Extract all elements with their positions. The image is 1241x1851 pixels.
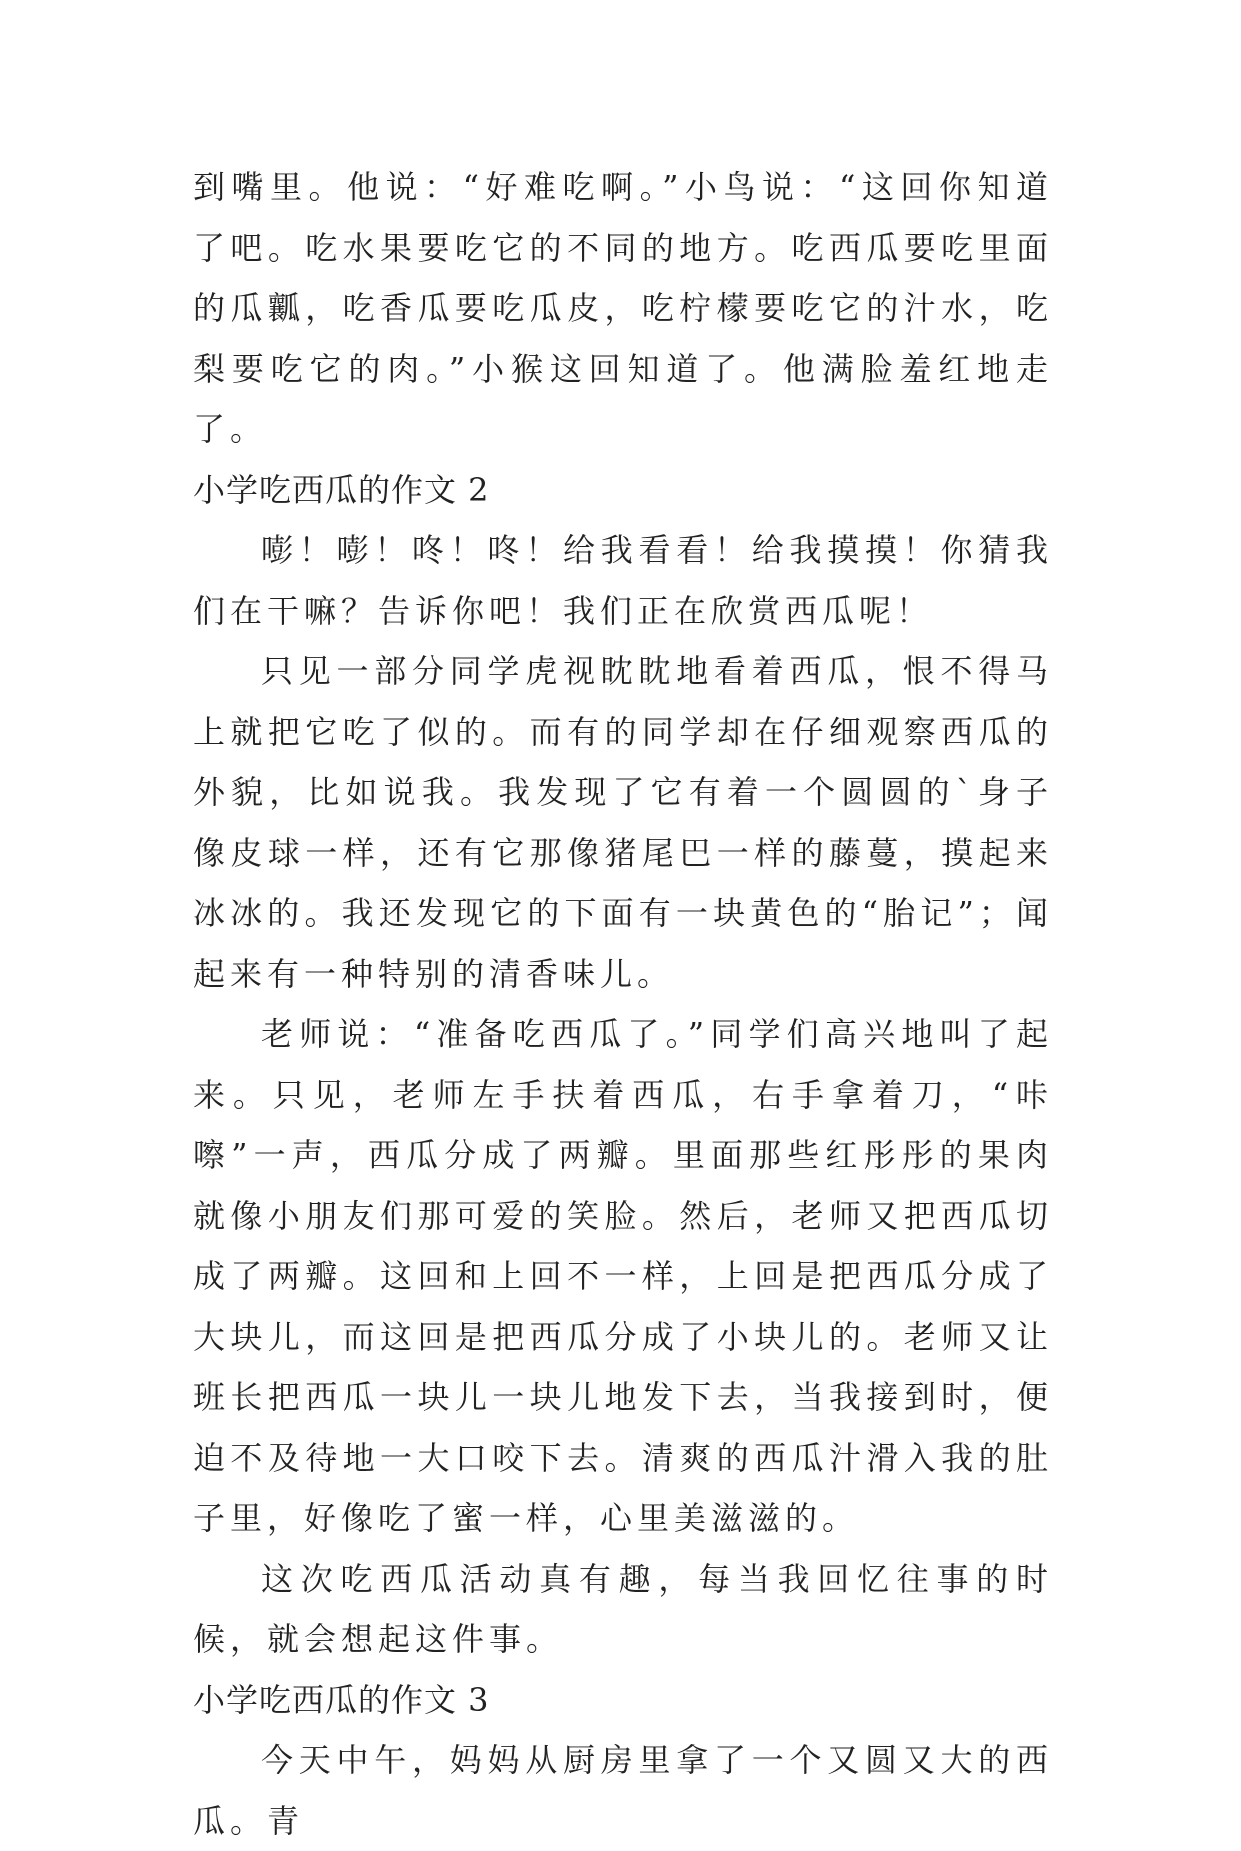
paragraph: 今天中午，妈妈从厨房里拿了一个又圆又大的西瓜。青 — [193, 1741, 1053, 1840]
paragraph-continuation: 到嘴里。他说：“好难吃啊。”小鸟说：“这回你知道了吧。吃水果要吃它的不同的地方。吃西瓜要吃里面的瓜瓤，吃香瓜要吃瓜皮，吃柠檬要吃它的汁水，吃梨要吃它的肉。”小猴这回知道了。他满脸羞红地走了。 — [193, 168, 1053, 448]
paragraph: 只见一部分同学虎视眈眈地看着西瓜，恨不得马上就把它吃了似的。而有的同学却在仔细观察西瓜的外貌，比如说我。我发现了它有着一个圆圆的`身子像皮球一样，还有它那像猪尾巴一样的藤蔓，摸起来冰冰的。我还发现它的下面有一块黄色的“胎记”；闻起来有一种特别的清香味儿。 — [193, 652, 1053, 993]
section-heading-2: 小学吃西瓜的作文 2 — [193, 470, 490, 509]
section-heading-3: 小学吃西瓜的作文 3 — [193, 1680, 490, 1719]
document-body — [193, 157, 1053, 1851]
paragraph: 这次吃西瓜活动真有趣，每当我回忆往事的时候，就会想起这件事。 — [193, 1559, 1053, 1658]
paragraph: 嘭！嘭！咚！咚！给我看看！给我摸摸！你猜我们在干嘛？告诉你吧！我们正在欣赏西瓜呢！ — [193, 531, 1053, 630]
paragraph: 老师说：“准备吃西瓜了。”同学们高兴地叫了起来。只见，老师左手扶着西瓜，右手拿着刀，“咔嚓”一声，西瓜分成了两瓣。里面那些红彤彤的果肉就像小朋友们那可爱的笑脸。然后，老师又把西瓜切成了两瓣。这回和上回不一样，上回是把西瓜分成了大块儿，而这回是把西瓜分成了小块儿的。老师又让班长把西瓜一块儿一块儿地发下去，当我接到时，便迫不及待地一大口咬下去。清爽的西瓜汁滑入我的肚子里，好像吃了蜜一样，心里美滋滋的。 — [193, 1015, 1053, 1537]
